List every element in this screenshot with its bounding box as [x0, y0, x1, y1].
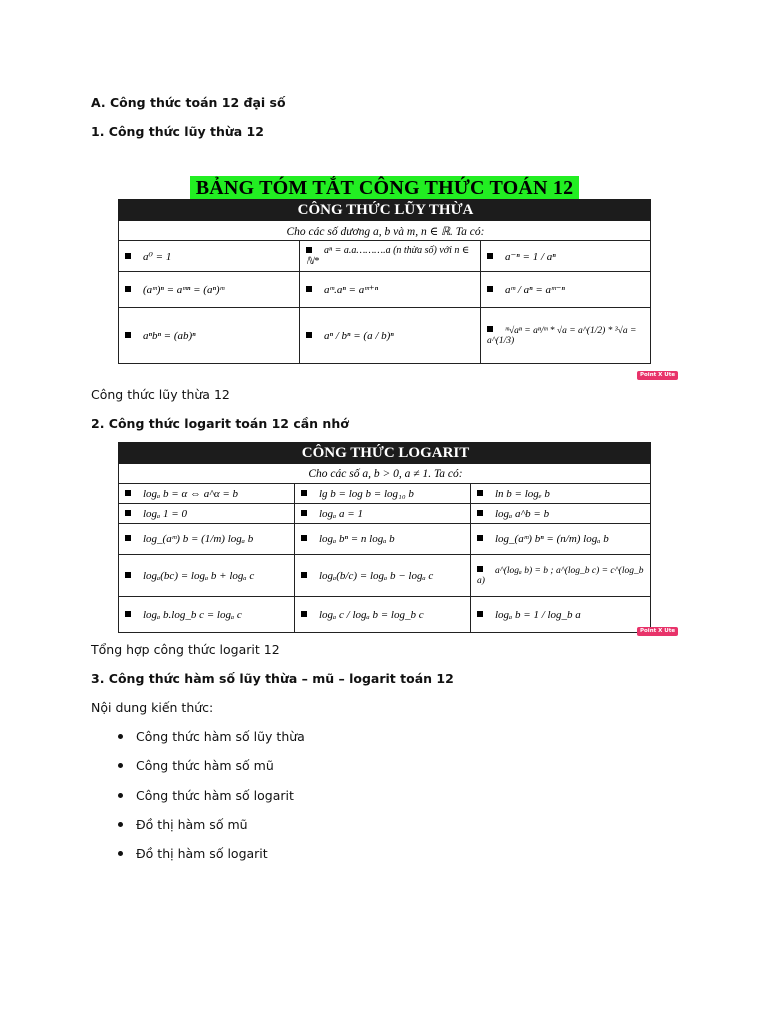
formula-cell: a⁰ = 1: [119, 241, 300, 272]
formula-cell: logₐ 1 = 0: [119, 504, 295, 524]
banner-wrap: [118, 176, 651, 200]
bullet-icon: [118, 822, 123, 827]
section-heading-a: A. Công thức toán 12 đại số: [91, 95, 286, 110]
table-header: CÔNG THỨC LOGARIT: [119, 443, 651, 464]
intro-text: Nội dung kiến thức:: [91, 700, 214, 715]
formula-cell: a^(logₐ b) = b ; a^(log_b c) = c^(log_b a): [471, 555, 651, 597]
formula-cell: log_(aᵐ) bⁿ = (n/m) logₐ b: [471, 524, 651, 555]
caption-exponent: Công thức lũy thừa 12: [91, 387, 230, 402]
bullet-icon: [118, 763, 123, 768]
formula-cell: (aᵐ)ⁿ = aᵐⁿ = (aⁿ)ᵐ: [119, 272, 300, 308]
list-item: Đồ thị hàm số logarit: [118, 846, 268, 862]
section-heading-1: 1. Công thức lũy thừa 12: [91, 124, 264, 139]
formula-cell: logₐ(bc) = logₐ b + logₐ c: [119, 555, 295, 597]
table-subheader: Cho các số a, b > 0, a ≠ 1. Ta có:: [119, 464, 651, 484]
list-item: Đồ thị hàm số mũ: [118, 817, 248, 833]
formula-cell: logₐ b = 1 / log_b a: [471, 597, 651, 633]
formula-cell: logₐ b.log_b c = logₐ c: [119, 597, 295, 633]
bullet-icon: [118, 734, 123, 739]
formula-cell: logₐ a^b = b: [471, 504, 651, 524]
list-item: Công thức hàm số logarit: [118, 788, 294, 804]
list-item: Công thức hàm số mũ: [118, 758, 274, 774]
table-header: CÔNG THỨC LŨY THỪA: [119, 200, 651, 221]
formula-cell: a⁻ⁿ = 1 / aⁿ: [481, 241, 651, 272]
formula-cell: aⁿ = a.a……….a (n thừa số) với n ∈ ℕ*: [300, 241, 481, 272]
watermark-badge: Point X Ute: [637, 627, 678, 636]
formula-cell: logₐ(b/c) = logₐ b − logₐ c: [295, 555, 471, 597]
caption-logarithm: Tổng hợp công thức logarit 12: [91, 642, 280, 657]
formula-cell: log_(aᵐ) b = (1/m) logₐ b: [119, 524, 295, 555]
section-heading-3: 3. Công thức hàm số lũy thừa – mũ – logarit toán 12: [91, 671, 454, 686]
bullet-icon: [118, 793, 123, 798]
formula-cell: logₐ c / logₐ b = log_b c: [295, 597, 471, 633]
formula-cell: aᵐ / aⁿ = aᵐ⁻ⁿ: [481, 272, 651, 308]
table-banner-title: BẢNG TÓM TẮT CÔNG THỨC TOÁN 12: [190, 176, 580, 200]
formula-cell: logₐ b = α ⇔ a^α = b: [119, 484, 295, 504]
formula-cell: ln b = logₑ b: [471, 484, 651, 504]
section-heading-2: 2. Công thức logarit toán 12 cần nhớ: [91, 416, 349, 431]
formula-cell: aᵐ.aⁿ = aᵐ⁺ⁿ: [300, 272, 481, 308]
bullet-icon: [118, 851, 123, 856]
logarithm-formula-table: [118, 442, 651, 633]
formula-cell: ᵐ√aⁿ = aⁿ/ᵐ * √a = a^(1/2) * ³√a = a^(1/3): [481, 308, 651, 364]
formula-cell: lg b = log b = log₁₀ b: [295, 484, 471, 504]
table-subheader: Cho các số dương a, b và m, n ∈ ℝ. Ta có:: [119, 221, 651, 241]
formula-cell: aⁿ / bⁿ = (a / b)ⁿ: [300, 308, 481, 364]
watermark-badge: Point X Ute: [637, 371, 678, 380]
list-item: Công thức hàm số lũy thừa: [118, 729, 305, 745]
formula-cell: logₐ bⁿ = n logₐ b: [295, 524, 471, 555]
formula-cell: logₐ a = 1: [295, 504, 471, 524]
exponent-formula-table: [118, 199, 651, 364]
formula-cell: aⁿbⁿ = (ab)ⁿ: [119, 308, 300, 364]
